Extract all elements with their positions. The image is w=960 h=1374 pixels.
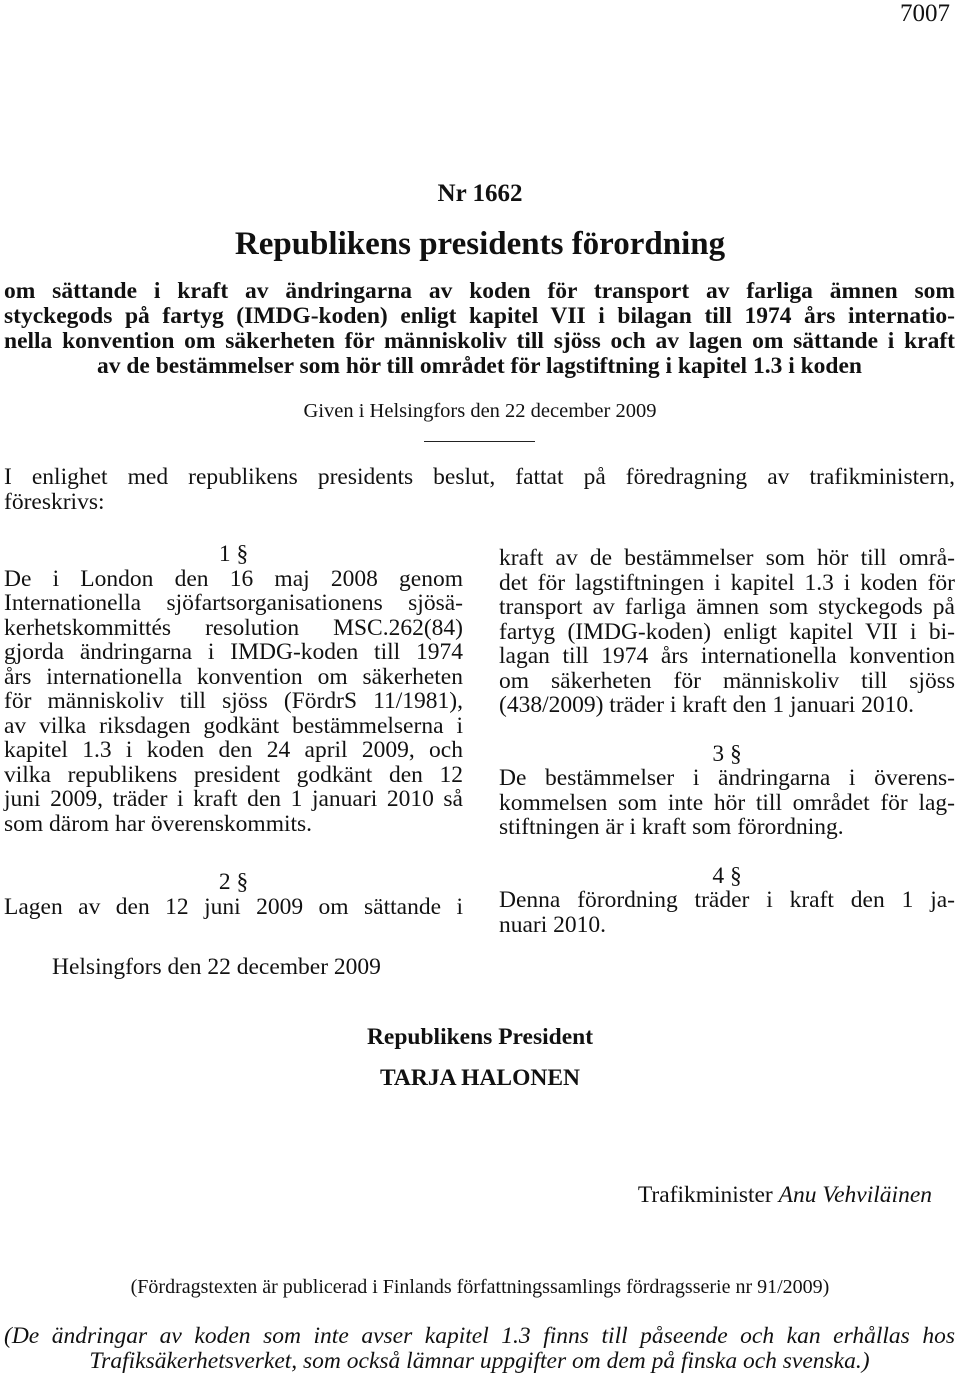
page-number: 7007 (900, 0, 950, 27)
section-2-line: det för lagstiftningen i kapitel 1.3 i koden för (499, 569, 955, 596)
subtitle-line: styckegods på fartyg (IMDG-koden) enligt kapitel VII i bilagan till 1974 års internatio- (4, 303, 955, 329)
statute-subtitle (4, 279, 955, 379)
subtitle-line: om sättande i kraft av ändringarna av koden för transport av farliga ämnen som (4, 278, 955, 304)
minister-signature (638, 1182, 932, 1209)
preamble-line: I enlighet med republikens presidents beslut, fattat på föredragning av trafikministern, (4, 464, 955, 490)
section-1-line: De i London den 16 maj 2008 genom (4, 565, 463, 592)
minister-title: Trafikminister (637, 1182, 773, 1208)
section-2-line: kraft av de bestämmelser som hör till områ- (499, 545, 955, 571)
section-4-line: Denna förordning träder i kraft den 1 ja- (499, 887, 955, 913)
signatory-role: Republikens President (366, 1024, 594, 1050)
section-1-line: som därom har överenskommits. (4, 810, 313, 837)
section-1-line: vilka republikens president godkänt den 12 (4, 761, 463, 788)
amendments-note-line: Trafiksäkerhetsverket, som också lämnar uppgifter om dem på finska och svenska.) (89, 1348, 870, 1374)
section-2-line: (438/2009) träder i kraft den 1 januari 2010. (499, 692, 915, 718)
left-column (4, 542, 463, 919)
section-4-heading: 4 § (712, 862, 742, 889)
section-1-line: kapitel 1.3 i koden den 24 april 2009, och (4, 737, 463, 763)
preamble (4, 465, 955, 515)
subtitle-line: nella konvention om säkerheten för människoliv till sjöss och av lagen om sättande i kraft (4, 328, 955, 354)
given-date: Given i Helsingfors den 22 december 2009 (303, 400, 657, 422)
divider (424, 441, 535, 442)
signing-place-date: Helsingfors den 22 december 2009 (52, 954, 381, 980)
section-3-heading: 3 § (712, 740, 742, 767)
preamble-line: föreskrivs: (4, 489, 105, 515)
section-2-line: Lagen av den 12 juni 2009 om sättande i (4, 893, 463, 920)
section-1-line: för människoliv till sjöss (FördrS 11/1981), (4, 688, 463, 714)
page-title: Republikens presidents förordning (234, 226, 726, 262)
section-1-line: juni 2009, träder i kraft den 1 januari 2010 så (4, 786, 463, 812)
section-2-line: transport av farliga ämnen som styckegods på (499, 594, 955, 620)
section-1-line: Internationella sjöfartsorganisationens sjösä- (4, 590, 463, 616)
section-3-line: De bestämmelser i ändringarna i överens- (499, 765, 955, 791)
section-2-line: fartyg (IMDG-koden) enligt kapitel VII i bi- (499, 618, 955, 645)
section-1-line: av vilka riksdagen godkänt bestämmelserna i (4, 712, 463, 739)
section-2-line: lagan till 1974 års internationella konvention (499, 643, 955, 669)
section-4-line: nuari 2010. (499, 911, 607, 938)
section-3-line: stiftningen är i kraft som förordning. (499, 814, 844, 840)
signatory-name: TARJA HALONEN (380, 1065, 580, 1091)
section-3-line: kommelsen som inte hör till området för lag- (499, 789, 955, 816)
statute-number: Nr 1662 (437, 180, 523, 207)
minister-name: Anu Vehviläinen (778, 1182, 932, 1208)
section-1-line: års internationella konvention om säkerheten (4, 663, 463, 690)
section-2-heading: 2 § (218, 869, 249, 895)
subtitle-line: av de bestämmelser som hör till området för lagstiftning i kapitel 1.3 i koden (96, 353, 863, 379)
amendments-note-line: (De ändringar av koden som inte avser kapitel 1.3 finns till påseende och kan erhållas hos (4, 1323, 955, 1349)
section-2-line: om säkerheten för människoliv till sjöss (499, 667, 955, 694)
section-1-heading: 1 § (218, 541, 249, 567)
publication-note: (Fördragstexten är publicerad i Finlands författningssamlings fördragsserie nr 91/2009) (130, 1276, 830, 1298)
section-1-line: kerhetskommittés resolution MSC.262(84) (4, 614, 463, 641)
amendments-note (4, 1324, 955, 1374)
right-column (499, 546, 955, 937)
section-1-line: gjorda ändringarna i IMDG-koden till 1974 (4, 639, 463, 665)
